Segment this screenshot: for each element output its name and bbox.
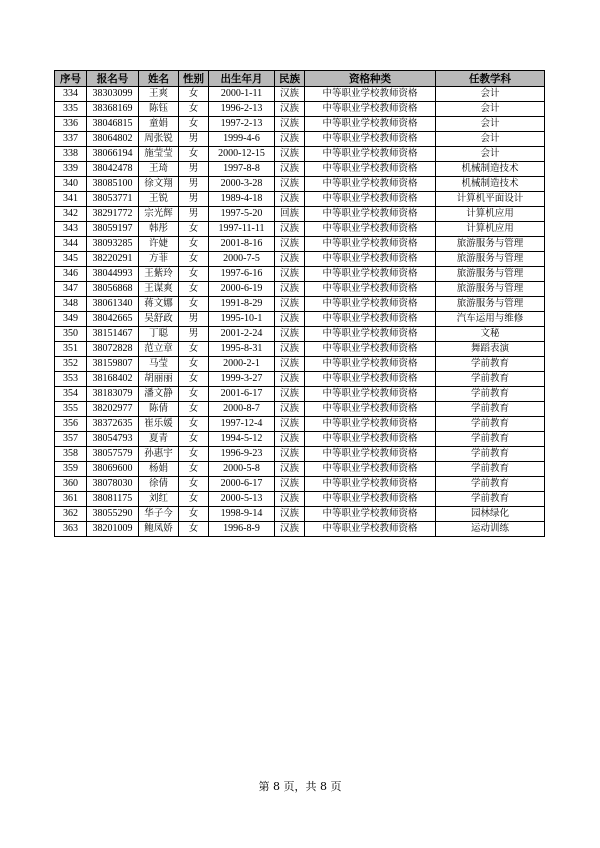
cell-qual-type: 中等职业学校教师资格 [305,162,436,177]
cell-qual-type: 中等职业学校教师资格 [305,102,436,117]
cell-serial: 357 [55,432,87,447]
cell-reg-no: 38168402 [87,372,139,387]
cell-birth: 2000-5-13 [209,492,275,507]
cell-qual-type: 中等职业学校教师资格 [305,417,436,432]
cell-reg-no: 38069600 [87,462,139,477]
cell-ethnicity: 汉族 [275,162,305,177]
cell-subject: 会计 [436,87,545,102]
cell-gender: 男 [179,327,209,342]
cell-ethnicity: 汉族 [275,177,305,192]
cell-reg-no: 38042478 [87,162,139,177]
cell-qual-type: 中等职业学校教师资格 [305,477,436,492]
cell-subject: 机械制造技术 [436,162,545,177]
cell-ethnicity: 汉族 [275,237,305,252]
header-subject: 任教学科 [436,71,545,87]
cell-serial: 351 [55,342,87,357]
cell-subject: 旅游服务与管理 [436,252,545,267]
cell-ethnicity: 汉族 [275,417,305,432]
cell-gender: 女 [179,237,209,252]
cell-birth: 1996-2-13 [209,102,275,117]
cell-ethnicity: 汉族 [275,507,305,522]
cell-gender: 女 [179,282,209,297]
cell-subject: 会计 [436,147,545,162]
cell-serial: 361 [55,492,87,507]
cell-reg-no: 38044993 [87,267,139,282]
cell-reg-no: 38291772 [87,207,139,222]
cell-birth: 1994-5-12 [209,432,275,447]
header-name: 姓名 [139,71,179,87]
cell-birth: 1989-4-18 [209,192,275,207]
cell-gender: 男 [179,207,209,222]
cell-reg-no: 38372635 [87,417,139,432]
table-row [55,87,545,102]
table-row [55,522,545,537]
cell-serial: 335 [55,102,87,117]
cell-name: 刘红 [139,492,179,507]
cell-subject: 学前教育 [436,372,545,387]
cell-ethnicity: 汉族 [275,357,305,372]
cell-name: 王爽 [139,87,179,102]
cell-reg-no: 38220291 [87,252,139,267]
cell-serial: 345 [55,252,87,267]
cell-serial: 353 [55,372,87,387]
cell-birth: 2001-2-24 [209,327,275,342]
cell-subject: 学前教育 [436,432,545,447]
cell-qual-type: 中等职业学校教师资格 [305,507,436,522]
cell-subject: 学前教育 [436,447,545,462]
table-row [55,117,545,132]
cell-name: 丁聪 [139,327,179,342]
table-row [55,417,545,432]
cell-reg-no: 38057579 [87,447,139,462]
cell-birth: 2001-8-16 [209,237,275,252]
cell-ethnicity: 汉族 [275,387,305,402]
cell-gender: 女 [179,117,209,132]
cell-qual-type: 中等职业学校教师资格 [305,222,436,237]
cell-birth: 2000-2-1 [209,357,275,372]
table-row [55,147,545,162]
page-footer: 第 8 页，共 8 页 [258,780,342,793]
cell-serial: 359 [55,462,87,477]
cell-name: 施莹莹 [139,147,179,162]
table-row [55,492,545,507]
cell-subject: 会计 [436,102,545,117]
cell-serial: 337 [55,132,87,147]
cell-subject: 计算机应用 [436,207,545,222]
cell-birth: 1997-6-16 [209,267,275,282]
cell-birth: 2000-8-7 [209,402,275,417]
cell-qual-type: 中等职业学校教师资格 [305,432,436,447]
cell-birth: 2000-1-11 [209,87,275,102]
cell-subject: 旅游服务与管理 [436,297,545,312]
table-row [55,312,545,327]
cell-reg-no: 38093285 [87,237,139,252]
cell-ethnicity: 汉族 [275,312,305,327]
cell-serial: 362 [55,507,87,522]
table-row [55,507,545,522]
cell-gender: 女 [179,372,209,387]
cell-ethnicity: 汉族 [275,522,305,537]
cell-qual-type: 中等职业学校教师资格 [305,372,436,387]
cell-reg-no: 38151467 [87,327,139,342]
cell-gender: 女 [179,522,209,537]
cell-name: 华子今 [139,507,179,522]
cell-qual-type: 中等职业学校教师资格 [305,402,436,417]
cell-birth: 1997-2-13 [209,117,275,132]
header-reg-no: 报名号 [87,71,139,87]
cell-birth: 1997-11-11 [209,222,275,237]
cell-reg-no: 38368169 [87,102,139,117]
table-row [55,357,545,372]
table-row [55,297,545,312]
header-birth: 出生年月 [209,71,275,87]
cell-serial: 344 [55,237,87,252]
cell-birth: 1999-4-6 [209,132,275,147]
cell-serial: 354 [55,387,87,402]
cell-name: 徐倩 [139,477,179,492]
table-row [55,237,545,252]
cell-subject: 学前教育 [436,402,545,417]
cell-name: 宗光辉 [139,207,179,222]
cell-name: 孙惠宇 [139,447,179,462]
cell-reg-no: 38061340 [87,297,139,312]
cell-subject: 旅游服务与管理 [436,267,545,282]
cell-qual-type: 中等职业学校教师资格 [305,207,436,222]
cell-subject: 旅游服务与管理 [436,237,545,252]
cell-ethnicity: 汉族 [275,402,305,417]
cell-qual-type: 中等职业学校教师资格 [305,237,436,252]
cell-serial: 346 [55,267,87,282]
cell-subject: 机械制造技术 [436,177,545,192]
table-row [55,102,545,117]
cell-subject: 运动训练 [436,522,545,537]
cell-reg-no: 38064802 [87,132,139,147]
cell-reg-no: 38085100 [87,177,139,192]
cell-qual-type: 中等职业学校教师资格 [305,312,436,327]
table-row [55,327,545,342]
cell-serial: 336 [55,117,87,132]
cell-birth: 1995-8-31 [209,342,275,357]
cell-subject: 学前教育 [436,462,545,477]
cell-name: 马莹 [139,357,179,372]
cell-gender: 女 [179,417,209,432]
cell-reg-no: 38303099 [87,87,139,102]
cell-qual-type: 中等职业学校教师资格 [305,147,436,162]
cell-gender: 女 [179,147,209,162]
cell-reg-no: 38078030 [87,477,139,492]
table-row [55,432,545,447]
cell-ethnicity: 汉族 [275,267,305,282]
cell-subject: 学前教育 [436,477,545,492]
cell-name: 鲍凤娇 [139,522,179,537]
cell-birth: 2000-7-5 [209,252,275,267]
cell-qual-type: 中等职业学校教师资格 [305,387,436,402]
cell-qual-type: 中等职业学校教师资格 [305,492,436,507]
cell-birth: 1995-10-1 [209,312,275,327]
table-row [55,177,545,192]
cell-birth: 1998-9-14 [209,507,275,522]
cell-gender: 女 [179,267,209,282]
cell-gender: 女 [179,402,209,417]
cell-birth: 1997-12-4 [209,417,275,432]
cell-serial: 360 [55,477,87,492]
cell-ethnicity: 汉族 [275,102,305,117]
cell-qual-type: 中等职业学校教师资格 [305,282,436,297]
cell-ethnicity: 汉族 [275,117,305,132]
cell-reg-no: 38046815 [87,117,139,132]
cell-gender: 男 [179,312,209,327]
cell-qual-type: 中等职业学校教师资格 [305,297,436,312]
cell-qual-type: 中等职业学校教师资格 [305,357,436,372]
cell-subject: 学前教育 [436,357,545,372]
cell-reg-no: 38081175 [87,492,139,507]
cell-gender: 男 [179,177,209,192]
cell-qual-type: 中等职业学校教师资格 [305,87,436,102]
cell-name: 陈钰 [139,102,179,117]
cell-ethnicity: 汉族 [275,447,305,462]
cell-serial: 348 [55,297,87,312]
table-row [55,477,545,492]
cell-name: 夏青 [139,432,179,447]
table-row [55,222,545,237]
cell-qual-type: 中等职业学校教师资格 [305,342,436,357]
cell-serial: 339 [55,162,87,177]
cell-ethnicity: 汉族 [275,432,305,447]
cell-name: 崔乐媛 [139,417,179,432]
cell-subject: 学前教育 [436,387,545,402]
table-row [55,282,545,297]
cell-gender: 女 [179,357,209,372]
cell-serial: 358 [55,447,87,462]
cell-subject: 会计 [436,117,545,132]
cell-birth: 2000-3-28 [209,177,275,192]
cell-name: 蒋文娜 [139,297,179,312]
cell-gender: 女 [179,432,209,447]
cell-reg-no: 38053771 [87,192,139,207]
table-row [55,372,545,387]
cell-serial: 349 [55,312,87,327]
cell-subject: 学前教育 [436,417,545,432]
cell-reg-no: 38202977 [87,402,139,417]
cell-gender: 女 [179,492,209,507]
table-header-row [55,71,545,87]
cell-birth: 2000-6-19 [209,282,275,297]
cell-ethnicity: 汉族 [275,372,305,387]
cell-gender: 女 [179,462,209,477]
cell-name: 陈倩 [139,402,179,417]
cell-gender: 男 [179,162,209,177]
cell-ethnicity: 汉族 [275,492,305,507]
cell-serial: 347 [55,282,87,297]
cell-name: 方菲 [139,252,179,267]
cell-birth: 1999-3-27 [209,372,275,387]
cell-reg-no: 38042665 [87,312,139,327]
cell-name: 潘文静 [139,387,179,402]
cell-serial: 338 [55,147,87,162]
table-row [55,132,545,147]
cell-birth: 1997-8-8 [209,162,275,177]
cell-qual-type: 中等职业学校教师资格 [305,447,436,462]
cell-subject: 旅游服务与管理 [436,282,545,297]
cell-name: 王紫玲 [139,267,179,282]
cell-ethnicity: 汉族 [275,192,305,207]
cell-serial: 334 [55,87,87,102]
cell-subject: 计算机应用 [436,222,545,237]
cell-reg-no: 38183079 [87,387,139,402]
cell-name: 杨娟 [139,462,179,477]
cell-serial: 342 [55,207,87,222]
table-row [55,342,545,357]
cell-birth: 1996-8-9 [209,522,275,537]
header-serial: 序号 [55,71,87,87]
table-row [55,207,545,222]
cell-ethnicity: 汉族 [275,327,305,342]
cell-name: 吴舒政 [139,312,179,327]
cell-birth: 2000-5-8 [209,462,275,477]
cell-subject: 学前教育 [436,492,545,507]
cell-ethnicity: 汉族 [275,222,305,237]
cell-reg-no: 38055290 [87,507,139,522]
cell-reg-no: 38056868 [87,282,139,297]
cell-gender: 女 [179,342,209,357]
cell-gender: 女 [179,447,209,462]
cell-serial: 356 [55,417,87,432]
table-row [55,267,545,282]
table-row [55,402,545,417]
table-body [55,87,545,537]
cell-ethnicity: 汉族 [275,477,305,492]
qualification-table [54,70,545,537]
cell-gender: 女 [179,102,209,117]
table-row [55,192,545,207]
cell-ethnicity: 汉族 [275,282,305,297]
cell-name: 胡丽丽 [139,372,179,387]
cell-ethnicity: 汉族 [275,87,305,102]
header-qual-type: 资格种类 [305,71,436,87]
cell-name: 王谋爽 [139,282,179,297]
cell-ethnicity: 汉族 [275,297,305,312]
cell-serial: 355 [55,402,87,417]
cell-subject: 舞蹈表演 [436,342,545,357]
cell-reg-no: 38072828 [87,342,139,357]
cell-gender: 男 [179,132,209,147]
cell-qual-type: 中等职业学校教师资格 [305,132,436,147]
cell-qual-type: 中等职业学校教师资格 [305,522,436,537]
cell-reg-no: 38059197 [87,222,139,237]
cell-subject: 园林绿化 [436,507,545,522]
table-row [55,462,545,477]
cell-gender: 女 [179,507,209,522]
cell-birth: 2000-6-17 [209,477,275,492]
cell-name: 徐文翔 [139,177,179,192]
table-row [55,387,545,402]
cell-name: 韩彤 [139,222,179,237]
cell-subject: 汽车运用与维修 [436,312,545,327]
cell-gender: 男 [179,192,209,207]
cell-qual-type: 中等职业学校教师资格 [305,462,436,477]
cell-ethnicity: 汉族 [275,252,305,267]
header-gender: 性别 [179,71,209,87]
table-row [55,447,545,462]
cell-name: 许婕 [139,237,179,252]
cell-serial: 340 [55,177,87,192]
cell-reg-no: 38159807 [87,357,139,372]
cell-reg-no: 38201009 [87,522,139,537]
cell-ethnicity: 汉族 [275,342,305,357]
cell-reg-no: 38054793 [87,432,139,447]
cell-ethnicity: 回族 [275,207,305,222]
cell-birth: 2000-12-15 [209,147,275,162]
cell-subject: 会计 [436,132,545,147]
cell-serial: 363 [55,522,87,537]
cell-qual-type: 中等职业学校教师资格 [305,177,436,192]
cell-gender: 女 [179,87,209,102]
cell-name: 周张锐 [139,132,179,147]
table-row [55,252,545,267]
cell-birth: 1997-5-20 [209,207,275,222]
cell-birth: 1991-8-29 [209,297,275,312]
cell-qual-type: 中等职业学校教师资格 [305,252,436,267]
cell-name: 王锐 [139,192,179,207]
cell-qual-type: 中等职业学校教师资格 [305,117,436,132]
cell-gender: 女 [179,477,209,492]
cell-serial: 352 [55,357,87,372]
cell-name: 范立章 [139,342,179,357]
cell-ethnicity: 汉族 [275,462,305,477]
cell-serial: 350 [55,327,87,342]
cell-name: 童娟 [139,117,179,132]
cell-gender: 女 [179,252,209,267]
cell-gender: 女 [179,222,209,237]
cell-birth: 2001-6-17 [209,387,275,402]
cell-subject: 计算机平面设计 [436,192,545,207]
cell-reg-no: 38066194 [87,147,139,162]
cell-gender: 女 [179,297,209,312]
cell-subject: 文秘 [436,327,545,342]
cell-ethnicity: 汉族 [275,147,305,162]
cell-serial: 343 [55,222,87,237]
cell-qual-type: 中等职业学校教师资格 [305,192,436,207]
cell-gender: 女 [179,387,209,402]
cell-birth: 1996-9-23 [209,447,275,462]
header-ethnicity: 民族 [275,71,305,87]
cell-ethnicity: 汉族 [275,132,305,147]
table-row [55,162,545,177]
cell-serial: 341 [55,192,87,207]
cell-qual-type: 中等职业学校教师资格 [305,267,436,282]
cell-name: 王琦 [139,162,179,177]
cell-qual-type: 中等职业学校教师资格 [305,327,436,342]
